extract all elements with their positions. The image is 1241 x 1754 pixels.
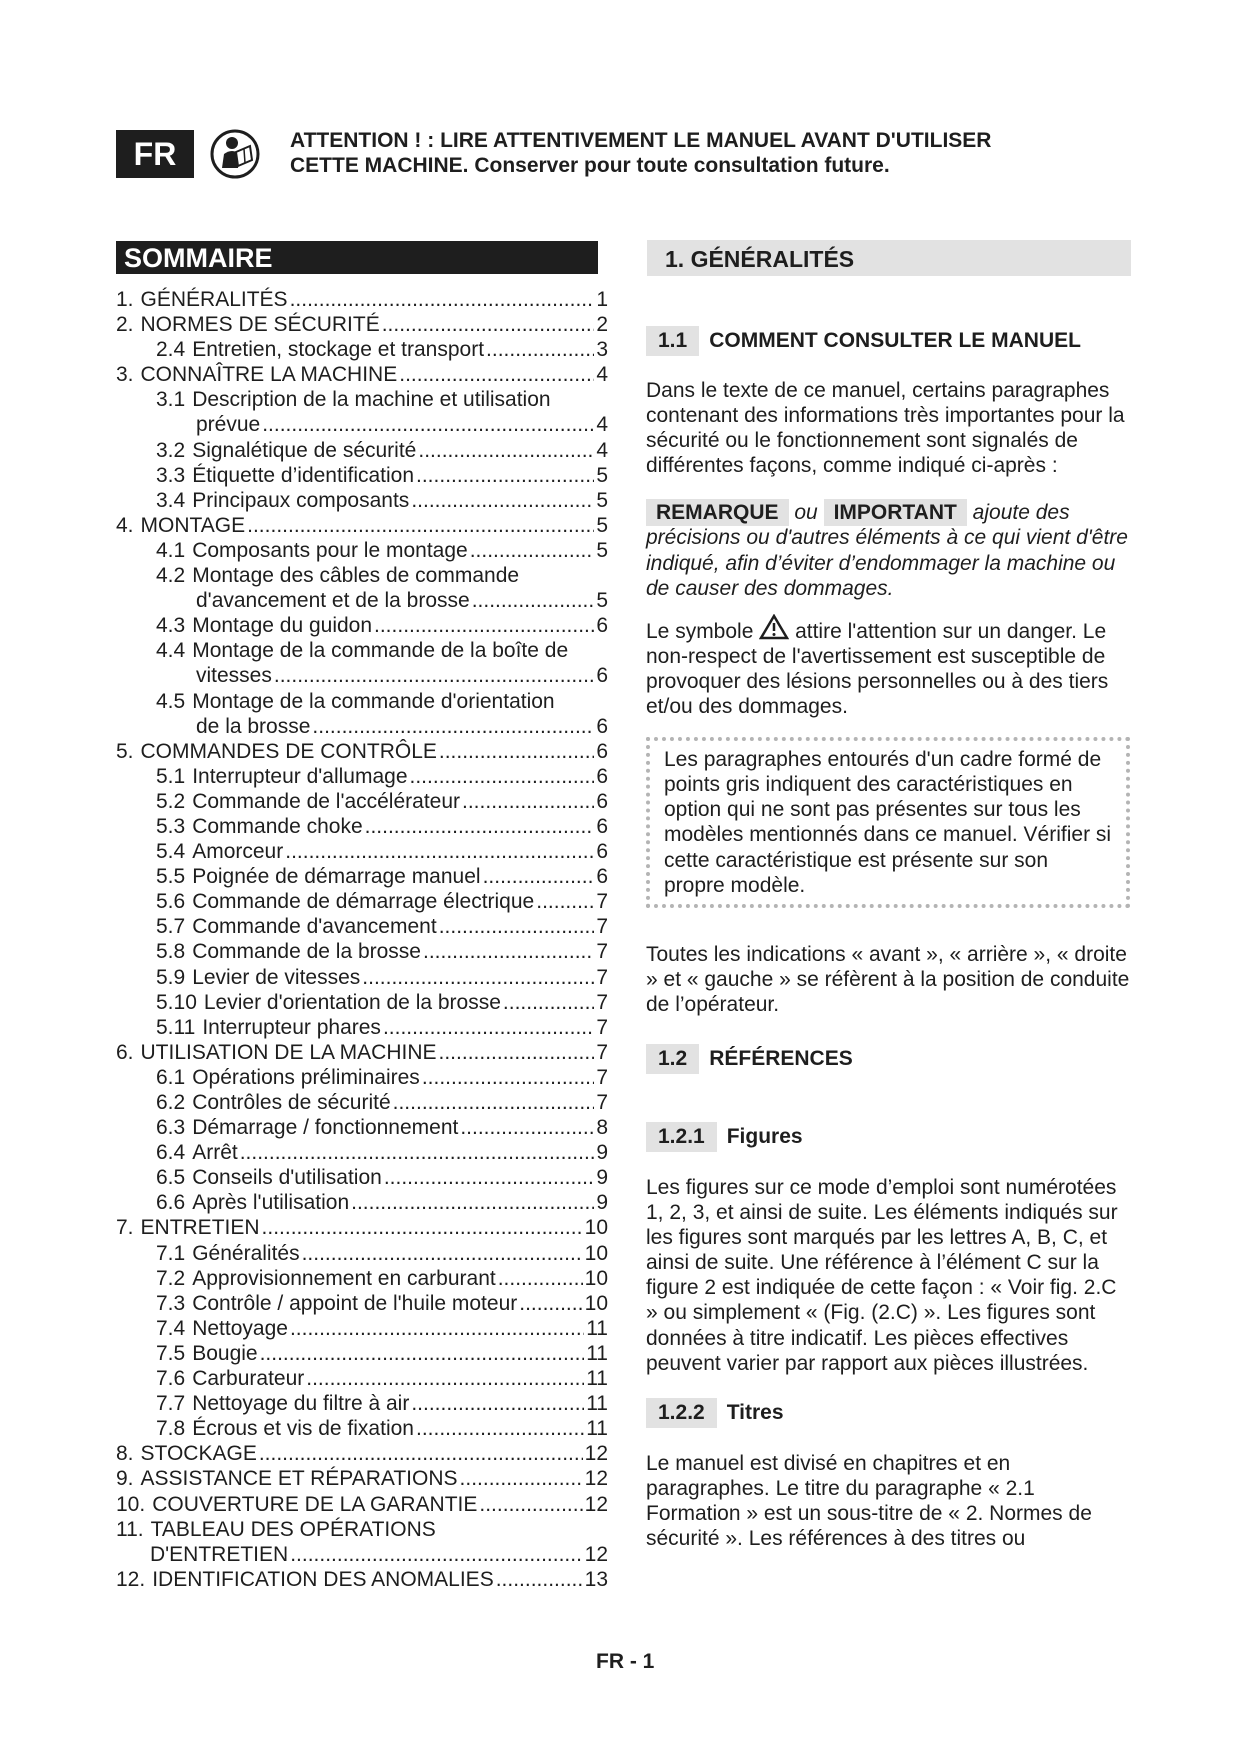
toc-page-number: 7 [596, 1040, 608, 1064]
toc-entry-text: Opérations préliminaires [192, 1065, 420, 1089]
toc-entry-text: Commande choke [192, 814, 363, 838]
toc-row [116, 739, 608, 764]
toc-entry-text: Étiquette d’identification [192, 463, 415, 487]
toc-row [116, 1215, 608, 1240]
toc-page-number: 7 [596, 940, 608, 964]
subsection-number: 1.1 [646, 326, 699, 356]
toc-number: 6. [116, 1040, 134, 1064]
toc-row [116, 1391, 608, 1416]
toc-page-number: 6 [596, 840, 608, 864]
toc-row [116, 412, 608, 437]
toc-leader-dots [399, 362, 594, 387]
toc-entry-text: Généralités [192, 1241, 300, 1265]
toc-row [116, 1115, 608, 1140]
toc-leader-dots [498, 1266, 583, 1291]
toc-number: 7.4 [156, 1316, 186, 1340]
toc-row [116, 1316, 608, 1341]
toc-leader-dots [240, 1140, 595, 1165]
toc-page-number: 11 [586, 1316, 608, 1340]
toc-leader-dots [411, 488, 594, 513]
toc-page-number: 7 [596, 1091, 608, 1114]
toc-page-number: 11 [586, 1392, 608, 1416]
toc-page-number: 12 [584, 1442, 608, 1466]
remarque-label: REMARQUE [646, 499, 789, 526]
toc-leader-dots [411, 1391, 584, 1416]
toc-number: 11. [116, 1517, 144, 1541]
toc-number: 8. [116, 1442, 134, 1466]
toc-page-number: 10 [584, 1241, 608, 1265]
toc-leader-dots [460, 1115, 594, 1140]
subsection-number: 1.2 [646, 1044, 699, 1074]
toc-number: 4.2 [156, 564, 186, 588]
toc-leader-dots [382, 312, 595, 337]
toc-leader-dots [290, 287, 595, 312]
toc-number: 4.5 [156, 689, 186, 713]
page-number: FR - 1 [596, 1650, 655, 1673]
toc-number: 7.5 [156, 1341, 186, 1365]
remarque-text: ajoute des précisions ou d'autres éléments à ce qui vient d'être indiqué, afin d’éviter d’endommager la machine ou de causer des dommages. [646, 501, 1128, 600]
toc-row [116, 914, 608, 939]
toc-number: 1. [116, 288, 134, 311]
toc-page-number: 11 [586, 1417, 608, 1441]
toc-page-number: 4 [596, 438, 608, 462]
toc-number: 4. [116, 513, 134, 537]
toc-leader-dots [274, 663, 594, 688]
toc-row [116, 337, 608, 362]
toc-page-number: 7 [596, 990, 608, 1014]
toc-entry-text: TABLEAU DES OPÉRATIONS [150, 1517, 436, 1541]
toc-row [116, 613, 608, 638]
toc-entry-text: Commande d'avancement [192, 915, 437, 939]
toc-leader-dots [306, 1366, 584, 1391]
toc-entry-text: Commande de l'accélérateur [192, 789, 461, 813]
toc-leader-dots [439, 739, 594, 764]
toc-leader-dots [462, 789, 594, 814]
subsection-number: 1.2.1 [646, 1122, 717, 1152]
language-badge: FR [116, 130, 194, 178]
toc-entry-text: Démarrage / fonctionnement [192, 1116, 459, 1140]
subsection-title: Figures [726, 1124, 803, 1148]
toc-row [116, 1416, 608, 1441]
toc-row [116, 438, 608, 463]
subsection-title: COMMENT CONSULTER LE MANUEL [709, 329, 1081, 352]
toc-page-number: 7 [596, 1065, 608, 1089]
toc-page-number: 13 [584, 1567, 608, 1591]
toc-leader-dots [410, 764, 595, 789]
toc-number: 2. [116, 313, 134, 337]
toc-entry-text: Levier d'orientation de la brosse [203, 990, 501, 1014]
toc-row [116, 1015, 608, 1040]
toc-entry-text: Composants pour le montage [192, 538, 468, 562]
toc-entry-text: Montage du guidon [192, 614, 373, 638]
toc-number: 7.8 [156, 1417, 186, 1441]
toc-leader-dots [439, 914, 595, 939]
toc-page-number: 1 [596, 288, 608, 311]
toc-page-number: 9 [596, 1141, 608, 1165]
toc-number: 4.4 [156, 639, 186, 663]
toc-leader-dots [416, 1416, 584, 1441]
toc-entry-text: Carburateur [192, 1367, 305, 1391]
toc-number: 6.5 [156, 1166, 186, 1190]
toc-row [116, 1291, 608, 1316]
toc-page-number: 6 [596, 865, 608, 889]
toc-entry-text: Arrêt [192, 1141, 238, 1165]
optional-features-box: Les paragraphes entourés d'un cadre formé de points gris indiquent des caractéristiques en option qui ne sont pas présentes sur tous les modèles mentionnés dans ce manuel. Vérifier si cette caractéristique est présente sur son propre modèle. [646, 737, 1130, 908]
toc-page-number: 4 [596, 363, 608, 387]
toc-leader-dots [483, 864, 595, 889]
toc-number: 5.9 [156, 965, 186, 989]
toc-row [116, 1492, 608, 1517]
important-label: IMPORTANT [824, 499, 967, 526]
toc-leader-dots [503, 990, 594, 1015]
toc-leader-dots [486, 337, 594, 362]
toc-leader-dots [393, 1090, 595, 1115]
toc-leader-dots [423, 939, 594, 964]
toc-page-number: 2 [596, 313, 608, 337]
toc-number: 5.6 [156, 890, 186, 914]
toc-number: 3.3 [156, 463, 186, 487]
toc-leader-dots [496, 1567, 583, 1592]
toc-row [116, 889, 608, 914]
toc-row [116, 714, 608, 739]
toc-leader-dots [460, 1466, 583, 1491]
toc-number: 6.2 [156, 1091, 186, 1114]
toc-page-number: 6 [596, 614, 608, 638]
manual-reader-icon [210, 128, 260, 180]
toc-leader-dots [247, 513, 594, 538]
toc-page-number: 6 [596, 814, 608, 838]
toc-number: 6.6 [156, 1191, 186, 1215]
toc-number: 7.7 [156, 1392, 186, 1416]
toc-entry-text: Principaux composants [192, 488, 410, 512]
toc-number: 3. [116, 363, 134, 387]
toc-number: 10. [116, 1492, 146, 1516]
toc-leader-dots [384, 1165, 595, 1190]
toc-row [116, 1040, 608, 1065]
toc-number: 7.2 [156, 1266, 186, 1290]
toc-number: 7.3 [156, 1291, 186, 1315]
toc-page-number: 10 [584, 1291, 608, 1315]
toc-leader-dots [262, 412, 594, 437]
symbole-pre: Le symbole [646, 619, 754, 643]
toc-title: SOMMAIRE [116, 241, 598, 274]
toc-row [116, 1140, 608, 1165]
toc-page-number: 7 [596, 1015, 608, 1039]
toc-number: 5.2 [156, 789, 186, 813]
subsection-number: 1.2.2 [646, 1398, 717, 1428]
toc-leader-dots [383, 1015, 594, 1040]
toc-row [116, 488, 608, 513]
toc-entry-text: ASSISTANCE ET RÉPARATIONS [140, 1467, 458, 1491]
paragraph-figures: Les figures sur ce mode d’emploi sont numérotées 1, 2, 3, et ainsi de suite. Les éléments indiqués sur les figures sont marqués par les lettres A, B, C, et ainsi de suite. Une référence à l’élément C sur la figure 2 est indiquée de cette façon : « Voir fig. 2.C » ou simplement « (Fig. (2.C) ». Les figures sont données à titre indicatif. Les pièces effectives peuvent varier par rapport aux pièces illustrées. [646, 1175, 1118, 1375]
toc-entry-text: Conseils d'utilisation [192, 1166, 382, 1190]
toc-entry-text: Bougie [192, 1341, 258, 1365]
toc-page-number: 5 [596, 513, 608, 537]
toc-row [116, 1366, 608, 1391]
toc-row [116, 312, 608, 337]
toc-page-number: 4 [596, 413, 608, 437]
paragraph-intro: Dans le texte de ce manuel, certains paragraphes contenant des informations très importantes pour la sécurité ou le fonctionnement sont signalés de différentes façons, comme indiqué ci-après : [646, 379, 1125, 478]
toc-number: 5.3 [156, 814, 186, 838]
toc-row [116, 789, 608, 814]
toc-leader-dots [439, 1040, 595, 1065]
toc-entry-text: Contrôle / appoint de l'huile moteur [192, 1291, 518, 1315]
toc-entry-text: D'ENTRETIEN [150, 1542, 289, 1566]
toc-number: 5.7 [156, 915, 186, 939]
warning-triangle-icon [759, 614, 789, 640]
toc-page-number: 12 [584, 1492, 608, 1516]
toc-number: 4.3 [156, 614, 186, 638]
toc-number: 5.1 [156, 764, 186, 788]
toc-entry-text: Commande de démarrage électrique [192, 890, 535, 914]
toc-entry-text: Commande de la brosse [192, 940, 421, 964]
toc-entry-text: CONNAÎTRE LA MACHINE [140, 363, 398, 387]
attention-line-2: CETTE MACHINE. Conserver pour toute consultation future. [290, 154, 890, 177]
toc-entry-text: d'avancement et de la brosse [196, 589, 470, 613]
toc-entry-text: Interrupteur phares [202, 1015, 381, 1039]
toc-row [116, 1567, 608, 1592]
toc-entry-text: Après l'utilisation [192, 1191, 350, 1215]
toc-row [116, 538, 608, 563]
toc-row [116, 939, 608, 964]
attention-line-1: ATTENTION ! : LIRE ATTENTIVEMENT LE MANUEL AVANT D'UTILISER [290, 129, 992, 152]
toc-number: 6.1 [156, 1065, 186, 1089]
toc-leader-dots [422, 1065, 595, 1090]
toc-leader-dots [472, 588, 595, 613]
toc-number: 7. [116, 1216, 134, 1240]
toc-entry-text: Amorceur [192, 840, 284, 864]
toc-entry-text: Entretien, stockage et transport [192, 338, 485, 362]
paragraph-remarque [646, 500, 1130, 600]
toc-number: 5.8 [156, 940, 186, 964]
subsection-title: Titres [726, 1400, 784, 1424]
toc-row [116, 689, 608, 714]
toc-page-number: 7 [596, 965, 608, 989]
toc-leader-dots [536, 889, 594, 914]
right-column [646, 240, 1130, 1551]
toc-row [116, 362, 608, 387]
table-of-contents [116, 287, 608, 1592]
toc-row [116, 1165, 608, 1190]
toc-leader-dots [362, 965, 594, 990]
toc-page-number: 3 [596, 338, 608, 362]
toc-leader-dots [312, 714, 594, 739]
toc-entry-text: GÉNÉRALITÉS [140, 288, 288, 311]
toc-leader-dots [479, 1492, 582, 1517]
toc-leader-dots [416, 463, 594, 488]
toc-entry-text: IDENTIFICATION DES ANOMALIES [152, 1567, 494, 1591]
toc-entry-text: ENTRETIEN [140, 1216, 260, 1240]
toc-page-number: 6 [596, 714, 608, 738]
toc-page-number: 5 [596, 463, 608, 487]
toc-page-number: 10 [584, 1266, 608, 1290]
toc-entry-text: Levier de vitesses [192, 965, 361, 989]
toc-page-number: 8 [596, 1116, 608, 1140]
toc-page-number: 11 [586, 1367, 608, 1391]
toc-entry-text: Poignée de démarrage manuel [192, 865, 481, 889]
toc-entry-text: COMMANDES DE CONTRÔLE [140, 739, 437, 763]
toc-leader-dots [260, 1341, 585, 1366]
toc-leader-dots [290, 1542, 582, 1567]
toc-page-number: 5 [596, 589, 608, 613]
toc-page-number: 12 [584, 1542, 608, 1566]
toc-row [116, 563, 608, 588]
toc-row [116, 764, 608, 789]
toc-row [116, 1542, 608, 1567]
toc-number: 3.4 [156, 488, 186, 512]
subsection-heading-1-2-1 [646, 1122, 1130, 1152]
toc-number: 7.1 [156, 1241, 186, 1265]
toc-leader-dots [365, 814, 595, 839]
toc-page-number: 5 [596, 488, 608, 512]
toc-entry-text: UTILISATION DE LA MACHINE [140, 1040, 437, 1064]
subsection-title: RÉFÉRENCES [709, 1046, 853, 1070]
toc-page-number: 10 [584, 1216, 608, 1240]
subsection-heading-1-1 [646, 326, 1130, 356]
toc-entry-text: Montage de la commande de la boîte de [192, 639, 569, 663]
toc-leader-dots [290, 1316, 584, 1341]
toc-leader-dots [374, 613, 594, 638]
paragraph-danger [646, 614, 1130, 719]
toc-row [116, 1090, 608, 1115]
toc-page-number: 11 [586, 1341, 608, 1365]
toc-row [116, 513, 608, 538]
toc-row [116, 1241, 608, 1266]
subsection-heading-1-2 [646, 1044, 1130, 1074]
toc-page-number: 9 [596, 1166, 608, 1190]
toc-entry-text: Interrupteur d'allumage [192, 764, 408, 788]
toc-entry-text: Nettoyage du filtre à air [192, 1392, 410, 1416]
toc-entry-text: NORMES DE SÉCURITÉ [140, 313, 380, 337]
toc-row [116, 1190, 608, 1215]
toc-page-number: 6 [596, 739, 608, 763]
section-title-generalites: 1. GÉNÉRALITÉS [647, 240, 1131, 276]
toc-entry-text: Écrous et vis de fixation [192, 1417, 414, 1441]
toc-number: 2.4 [156, 338, 186, 362]
toc-page-number: 6 [596, 789, 608, 813]
toc-number: 5. [116, 739, 134, 763]
toc-number: 5.11 [156, 1015, 196, 1039]
toc-row [116, 814, 608, 839]
toc-page-number: 6 [596, 764, 608, 788]
toc-leader-dots [285, 839, 594, 864]
toc-entry-text: de la brosse [196, 714, 311, 738]
toc-entry-text: MONTAGE [140, 513, 246, 537]
toc-entry-text: Approvisionnement en carburant [192, 1266, 496, 1290]
toc-row [116, 1266, 608, 1291]
attention-notice [290, 128, 1090, 178]
toc-row [116, 965, 608, 990]
toc-row [116, 663, 608, 688]
toc-row [116, 1517, 608, 1542]
toc-row [116, 839, 608, 864]
toc-row [116, 1065, 608, 1090]
toc-row [116, 287, 608, 312]
toc-row [116, 864, 608, 889]
toc-row [116, 1441, 608, 1466]
toc-row [116, 588, 608, 613]
toc-number: 5.10 [156, 990, 197, 1014]
toc-page-number: 9 [596, 1191, 608, 1215]
toc-leader-dots [519, 1291, 582, 1316]
toc-number: 3.1 [156, 388, 186, 412]
toc-number: 9. [116, 1467, 134, 1491]
toc-number: 12. [116, 1567, 146, 1591]
toc-row [116, 990, 608, 1015]
toc-row [116, 463, 608, 488]
toc-page-number: 12 [584, 1467, 608, 1491]
toc-page-number: 7 [596, 890, 608, 914]
toc-leader-dots [351, 1190, 594, 1215]
toc-number: 6.4 [156, 1141, 186, 1165]
toc-entry-text: Description de la machine et utilisation [192, 388, 551, 412]
toc-number: 5.5 [156, 865, 186, 889]
toc-page-number: 5 [596, 538, 608, 562]
toc-entry-text: Montage de la commande d'orientation [192, 689, 555, 713]
paragraph-indications: Toutes les indications « avant », « arrière », « droite » et « gauche » se réfèrent à la position de conduite de l’opérateur. [646, 942, 1130, 1016]
toc-entry-text: vitesses [196, 664, 272, 688]
toc-leader-dots [302, 1241, 583, 1266]
subsection-heading-1-2-2 [646, 1398, 1130, 1428]
toc-number: 5.4 [156, 840, 186, 864]
toc-row [116, 638, 608, 663]
toc-leader-dots [259, 1441, 583, 1466]
toc-number: 6.3 [156, 1116, 186, 1140]
toc-page-number: 6 [596, 664, 608, 688]
toc-entry-text: prévue [196, 413, 261, 437]
ou-label: ou [794, 501, 818, 525]
toc-number: 7.6 [156, 1367, 186, 1391]
toc-entry-text: Signalétique de sécurité [192, 438, 417, 462]
toc-leader-dots [418, 438, 594, 463]
paragraph-titres: Le manuel est divisé en chapitres et en paragraphes. Le titre du paragraphe « 2.1 Formation » est un sous-titre de « 2. Normes de sécurité ». Les références à des titres ou [646, 1451, 1092, 1550]
toc-entry-text: Nettoyage [192, 1316, 288, 1340]
toc-entry-text: COUVERTURE DE LA GARANTIE [152, 1492, 478, 1516]
toc-number: 3.2 [156, 438, 186, 462]
toc-row [116, 387, 608, 412]
toc-entry-text: Montage des câbles de commande [192, 564, 520, 588]
toc-leader-dots [262, 1215, 583, 1240]
toc-leader-dots [470, 538, 595, 563]
toc-number: 4.1 [156, 538, 186, 562]
toc-row [116, 1466, 608, 1491]
toc-entry-text: Contrôles de sécurité [192, 1091, 391, 1114]
toc-page-number: 7 [596, 915, 608, 939]
symbole-post: attire l'attention sur un danger. Le non-respect de l'avertissement est susceptible de provoquer des lésions personnelles ou à des tiers et/ou des dommages. [646, 619, 1109, 719]
toc-row [116, 1341, 608, 1366]
toc-entry-text: STOCKAGE [140, 1442, 257, 1466]
